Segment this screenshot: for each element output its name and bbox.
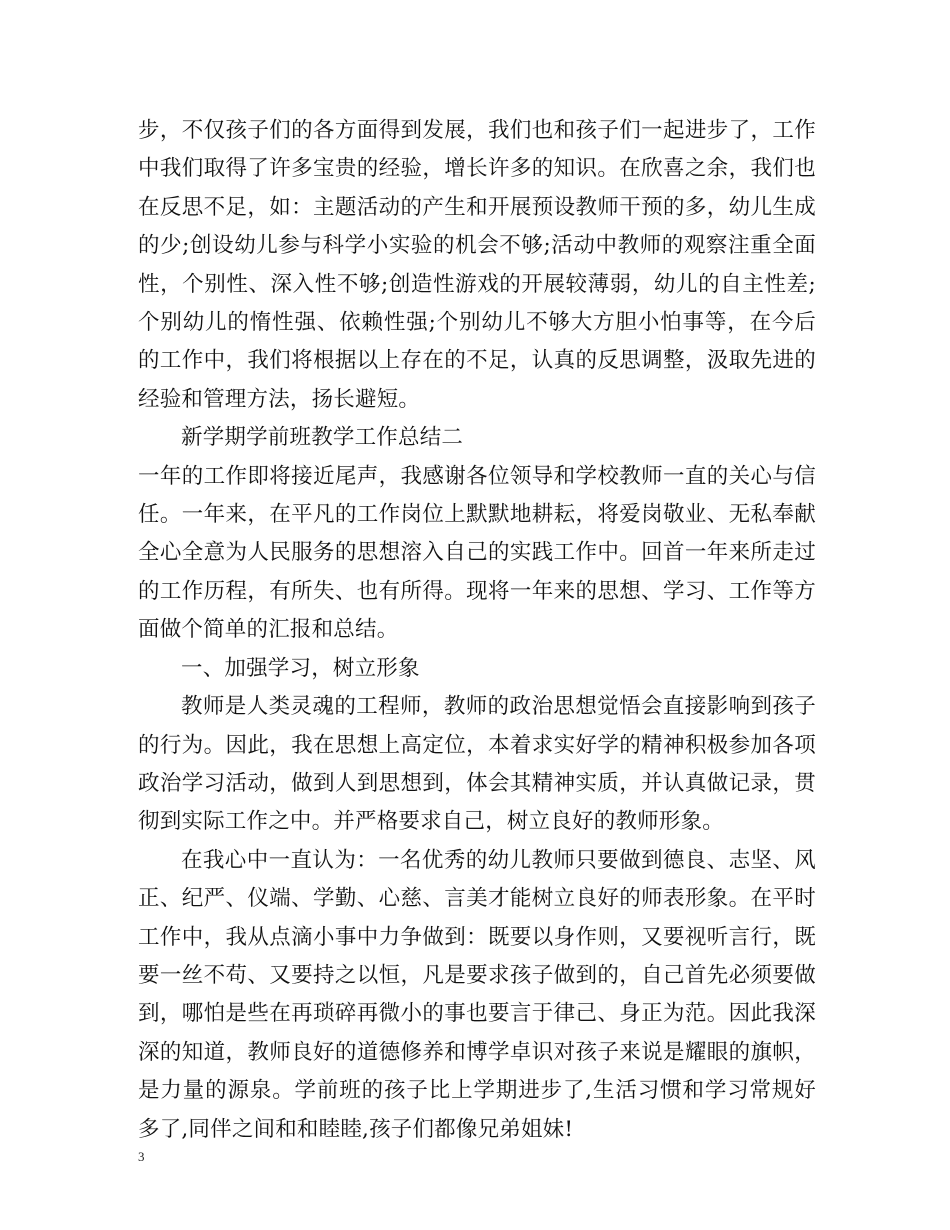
paragraph-ethics: 在我心中一直认为：一名优秀的幼儿教师只要做到德良、志坚、风正、纪严、仪端、学勤、心慈、言美才能树立良好的师表形象。在平时工作中，我从点滴小事中力争做到：既要以身作则，又要视听言行，既要一丝不苟、又要持之以恒，凡是要求孩子做到的，自己首先必须要做到，哪怕是些在再琐碎再微小的事也要言于律己、身正为范。因此我深深的知道，教师良好的道德修养和博学卓识对孩子来说是耀眼的旗帜，是力量的源泉。学前班的孩子比上学期进步了,生活习惯和学习常规好多了,同伴之间和和睦睦,孩子们都像兄弟姐妹! (138, 847, 816, 1142)
paragraph-politics: 教师是人类灵魂的工程师，教师的政治思想觉悟会直接影响到孩子的行为。因此，我在思想上高定位，本着求实好学的精神积极参加各项政治学习活动，做到人到思想到，体会其精神实质，并认真做记录，贯彻到实际工作之中。并严格要求自己，树立良好的教师形象。 (138, 694, 816, 835)
section-title: 新学期学前班教学工作总结二 (181, 425, 464, 451)
paragraph-intro: 一年的工作即将接近尾声，我感谢各位领导和学校教师一直的关心与信任。一年来，在平凡的工作岗位上默默地耕耘，将爱岗敬业、无私奉献全心全意为人民服务的思想溶入自己的实践工作中。回首一年来所走过的工作历程，有所失、也有所得。现将一年来的思想、学习、工作等方面做个简单的汇报和总结。 (138, 463, 816, 643)
paragraph-reflection: 步，不仅孩子们的各方面得到发展，我们也和孩子们一起进步了，工作中我们取得了许多宝贵的经验，增长许多的知识。在欣喜之余，我们也在反思不足，如：主题活动的产生和开展预设教师干预的多，幼儿生成的少;创设幼儿参与科学小实验的机会不够;活动中教师的观察注重全面性，个别性、深入性不够;创造性游戏的开展较薄弱，幼儿的自主性差;个别幼儿的惰性强、依赖性强;个别幼儿不够大方胆小怕事等，在今后的工作中，我们将根据以上存在的不足，认真的反思调整，汲取先进的经验和管理方法，扬长避短。 (138, 118, 816, 412)
section-heading-1: 一、加强学习，树立形象 (181, 655, 420, 681)
document-body (138, 112, 816, 1149)
page-number: 3 (138, 1149, 145, 1164)
